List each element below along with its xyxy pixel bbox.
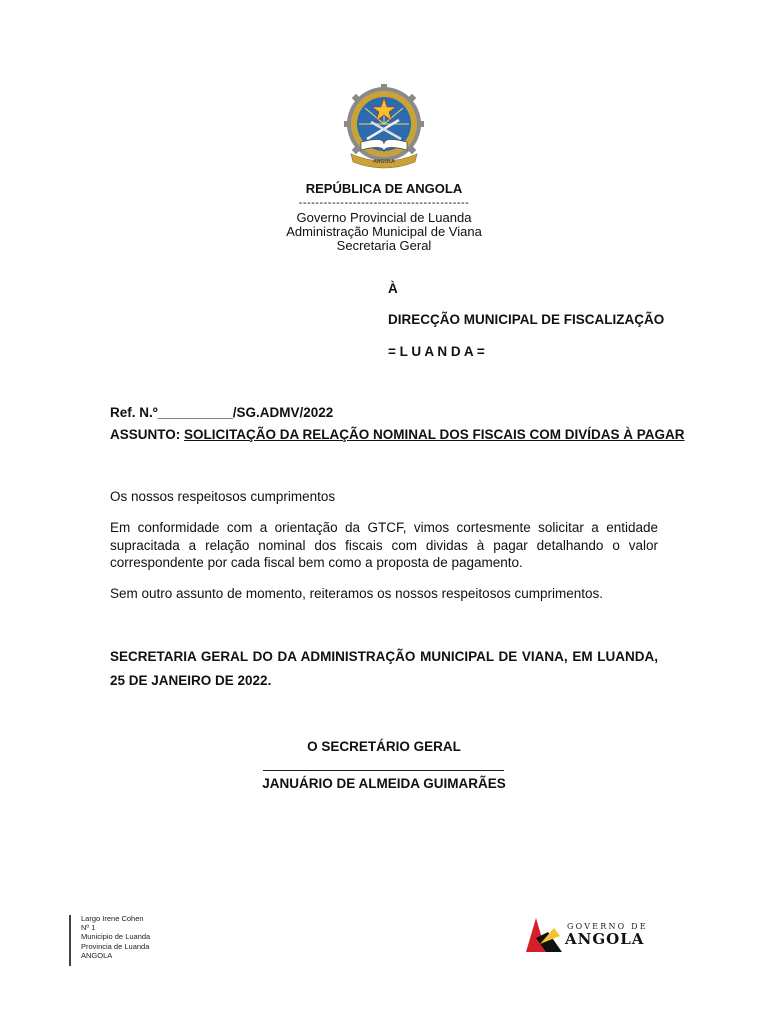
subject-label: ASSUNTO: — [110, 427, 181, 442]
subject-text: SOLICITAÇÃO DA RELAÇÃO NOMINAL DOS FISCAIS COM DIVÍDAS À PAGAR — [184, 427, 685, 442]
footer-divider — [69, 915, 71, 966]
footer-address-line: Largo Irene Cohen — [81, 914, 144, 923]
signatory-title: O SECRETÁRIO GERAL — [307, 739, 461, 754]
recipient-name: DIRECÇÃO MUNICIPAL DE FISCALIZAÇÃO — [388, 312, 665, 327]
subject-line — [110, 427, 685, 442]
country-heading: REPÚBLICA DE ANGOLA — [305, 181, 463, 196]
body-paragraph: Em conformidade com a orientação da GTCF, vimos cortesmente solicitar a entidade supracitada a relação nominal dos fiscais com dividas à pagar detalhando o valor correspondente por cada fiscal bem como a proposta de pagamento. — [110, 520, 658, 570]
footer-address-line: Provincia de Luanda — [81, 941, 150, 951]
greeting-paragraph: Os nossos respeitosos cumprimentos — [110, 489, 336, 504]
heading-line-municipal: Administração Municipal de Viana — [286, 224, 482, 239]
heading-line-province: Governo Provincial de Luanda — [296, 210, 472, 225]
recipient-city: = L U A N D A = — [388, 344, 485, 359]
logo-main-text: ANGOLA — [565, 930, 645, 948]
logo-top-text: GOVERNO DE — [567, 922, 648, 931]
closing-paragraph: Sem outro assunto de momento, reiteramos os nossos respeitosos cumprimentos. — [110, 586, 603, 601]
footer-address-line: Nº 1 — [81, 923, 96, 933]
signature-line — [263, 770, 504, 771]
signatory-name: JANUÁRIO DE ALMEIDA GUIMARÃES — [262, 776, 506, 791]
recipient-prefix: À — [388, 281, 398, 296]
footer-address-line: Municipio de Luanda — [81, 932, 151, 942]
footer-address-line: ANGOLA — [81, 950, 113, 960]
place-and-date: SECRETARIA GERAL DO DA ADMINISTRAÇÃO MUNICIPAL DE VIANA, EM LUANDA, 25 DE JANEIRO DE 2022. — [110, 649, 658, 688]
emblem-banner-text: ANGOLA — [373, 159, 395, 165]
footer-address — [81, 914, 150, 960]
reference-number: Ref. N.º__________/SG.ADMV/2022 — [110, 405, 334, 420]
angola-coat-of-arms-icon — [339, 84, 429, 170]
heading-separator: ----------------------------------------- — [298, 197, 470, 209]
heading-line-secretariat: Secretaria Geral — [336, 238, 432, 253]
